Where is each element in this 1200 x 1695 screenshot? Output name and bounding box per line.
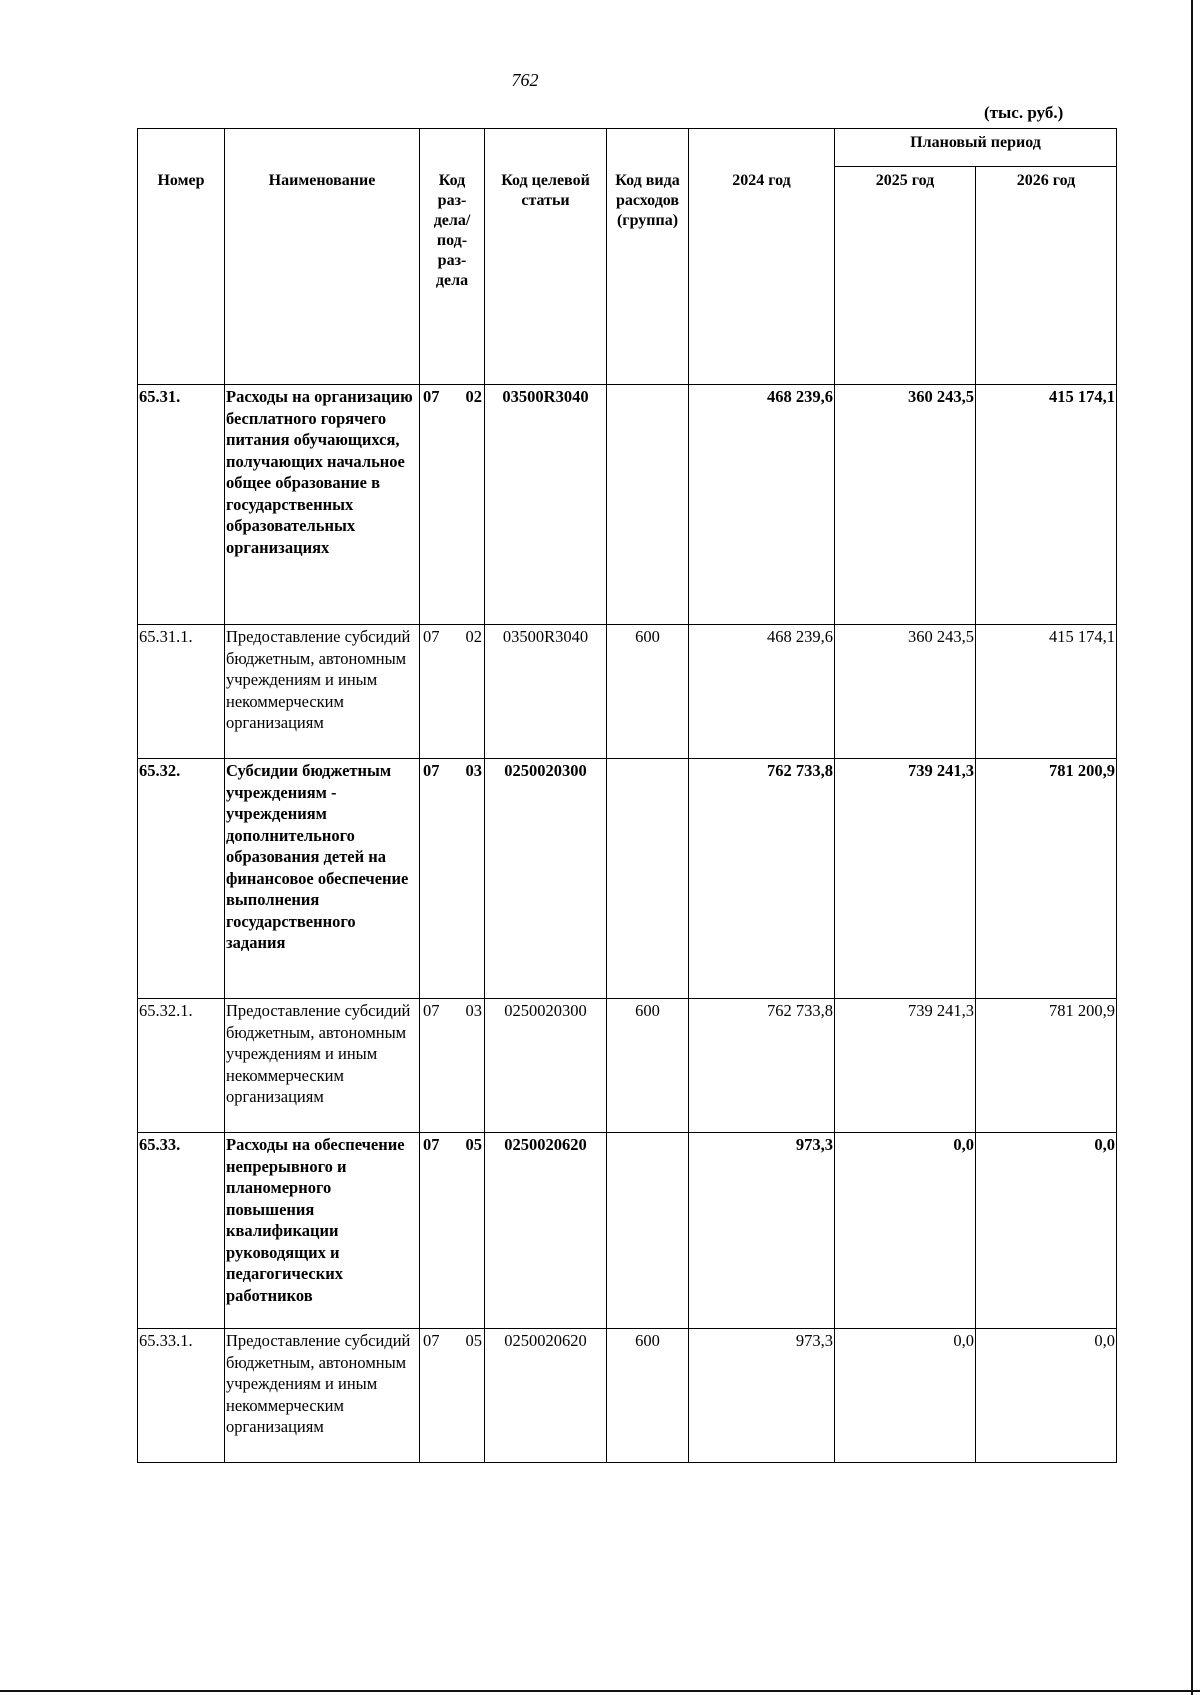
- row-number: 65.31.1.: [138, 625, 225, 759]
- row-expense-type: [607, 385, 689, 625]
- row-number: 65.32.1.: [138, 999, 225, 1133]
- row-expense-type: 600: [607, 625, 689, 759]
- row-subsection: 02: [465, 627, 482, 646]
- row-value-2024: 468 239,6: [689, 625, 835, 759]
- table-row: [138, 625, 1117, 759]
- row-number: 65.31.: [138, 385, 225, 625]
- row-number: 65.33.: [138, 1133, 225, 1329]
- row-value-2025: 0,0: [835, 1329, 976, 1463]
- row-value-2024: 762 733,8: [689, 759, 835, 999]
- row-section: 07: [423, 761, 440, 780]
- table-row: [138, 759, 1117, 999]
- row-name: Предоставление субсидий бюджетным, автономным учреждениям и иным некоммерческим организациям: [225, 999, 420, 1133]
- row-subsection: 02: [465, 387, 482, 406]
- table-row: [138, 1329, 1117, 1463]
- scan-edge-bottom: [0, 1690, 1200, 1692]
- row-section-code: [420, 1133, 485, 1329]
- header-year-2026: 2026 год: [976, 167, 1117, 385]
- row-target-code: 0250020620: [485, 1133, 607, 1329]
- row-value-2025: 739 241,3: [835, 999, 976, 1133]
- row-name: Предоставление субсидий бюджетным, автономным учреждениям и иным некоммерческим организациям: [225, 625, 420, 759]
- row-expense-type: [607, 1133, 689, 1329]
- header-name: Наименование: [225, 129, 420, 385]
- row-name: Расходы на организацию бесплатного горячего питания обучающихся, получающих начальное общее образование в государственных образовательных организациях: [225, 385, 420, 625]
- row-expense-type: [607, 759, 689, 999]
- row-target-code: 0250020620: [485, 1329, 607, 1463]
- table-row: [138, 1133, 1117, 1329]
- row-value-2025: 0,0: [835, 1133, 976, 1329]
- row-value-2025: 360 243,5: [835, 625, 976, 759]
- row-value-2026: 415 174,1: [976, 625, 1117, 759]
- row-section-code: [420, 759, 485, 999]
- row-section: 07: [423, 627, 440, 646]
- row-value-2026: 0,0: [976, 1133, 1117, 1329]
- header-planned-period: Плановый период: [835, 129, 1117, 167]
- row-section: 07: [423, 1001, 440, 1020]
- row-subsection: 03: [465, 761, 482, 780]
- row-value-2026: 0,0: [976, 1329, 1117, 1463]
- header-number: Номер: [138, 129, 225, 385]
- row-section: 07: [423, 1331, 440, 1350]
- row-target-code: 03500R3040: [485, 625, 607, 759]
- budget-table: [137, 128, 1117, 1463]
- table-row: [138, 999, 1117, 1133]
- scan-edge-right: [1191, 0, 1193, 1695]
- row-section-code: [420, 999, 485, 1133]
- table-row: [138, 385, 1117, 625]
- row-value-2024: 762 733,8: [689, 999, 835, 1133]
- row-section-code: [420, 625, 485, 759]
- row-value-2024: 973,3: [689, 1133, 835, 1329]
- row-section: 07: [423, 387, 440, 406]
- row-target-code: 03500R3040: [485, 385, 607, 625]
- row-subsection: 03: [465, 1001, 482, 1020]
- row-value-2025: 360 243,5: [835, 385, 976, 625]
- row-number: 65.32.: [138, 759, 225, 999]
- row-subsection: 05: [465, 1135, 482, 1154]
- row-section-code: [420, 385, 485, 625]
- row-target-code: 0250020300: [485, 759, 607, 999]
- row-name: Расходы на обеспечение непрерывного и планомерного повышения квалификации руководящих и педагогических работников: [225, 1133, 420, 1329]
- header-expense-type-code: Код вида расходов (группа): [607, 129, 689, 385]
- row-value-2026: 415 174,1: [976, 385, 1117, 625]
- table-body: [138, 385, 1117, 1463]
- units-label: (тыс. руб.): [984, 103, 1064, 122]
- header-year-2024: 2024 год: [689, 129, 835, 385]
- page-number: 762: [511, 70, 539, 90]
- row-value-2026: 781 200,9: [976, 759, 1117, 999]
- row-value-2026: 781 200,9: [976, 999, 1117, 1133]
- row-number: 65.33.1.: [138, 1329, 225, 1463]
- row-expense-type: 600: [607, 1329, 689, 1463]
- row-subsection: 05: [465, 1331, 482, 1350]
- row-expense-type: 600: [607, 999, 689, 1133]
- header-target-code: Код целевой статьи: [485, 129, 607, 385]
- row-section: 07: [423, 1135, 440, 1154]
- row-value-2024: 468 239,6: [689, 385, 835, 625]
- table-header: [138, 129, 1117, 385]
- row-value-2024: 973,3: [689, 1329, 835, 1463]
- header-section-code: Код раз-дела/ под-раз-дела: [420, 129, 485, 385]
- header-year-2025: 2025 год: [835, 167, 976, 385]
- row-name: Субсидии бюджетным учреждениям - учреждениям дополнительного образования детей на финансовое обеспечение выполнения государственного задания: [225, 759, 420, 999]
- row-name: Предоставление субсидий бюджетным, автономным учреждениям и иным некоммерческим организациям: [225, 1329, 420, 1463]
- row-target-code: 0250020300: [485, 999, 607, 1133]
- row-section-code: [420, 1329, 485, 1463]
- row-value-2025: 739 241,3: [835, 759, 976, 999]
